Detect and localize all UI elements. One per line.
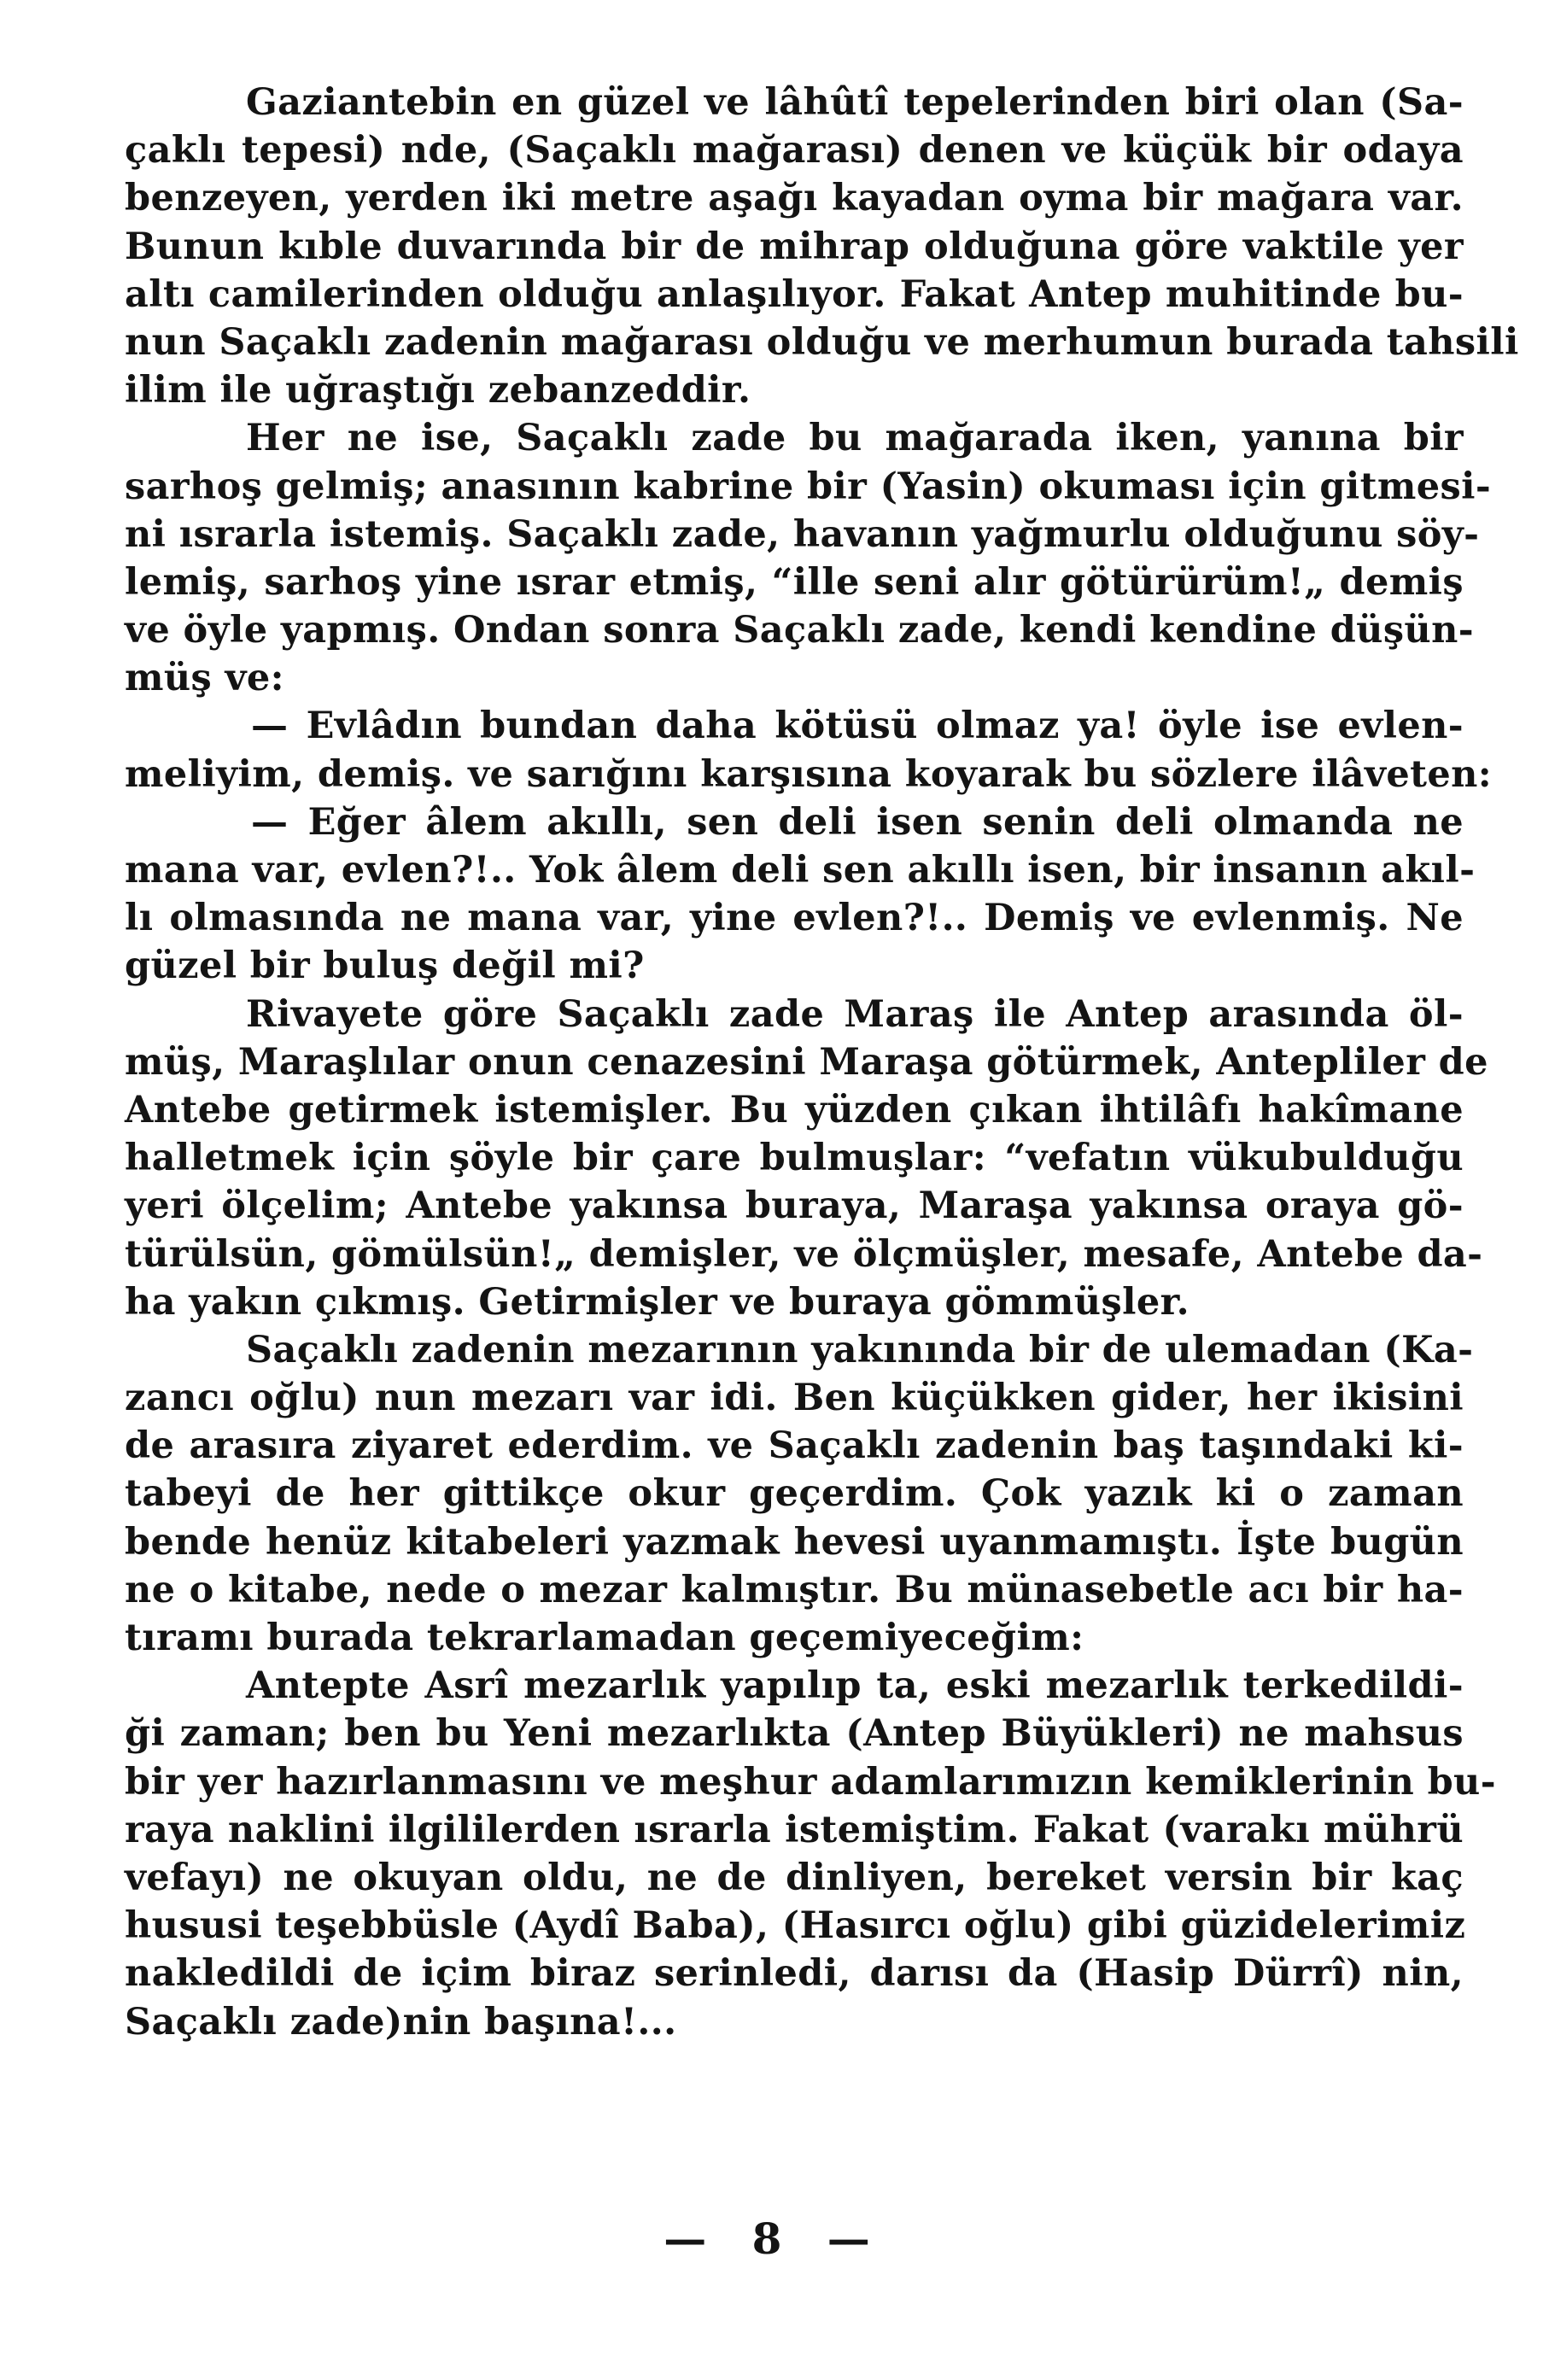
paragraph-1-line-5: altı camilerinden olduğu anlaşılıyor. Fakat Antep muhitinde bu- — [125, 272, 1464, 316]
dialogue-1-line-1: — Evlâdın bundan daha kötüsü olmaz ya! öyle ise evlen- — [251, 705, 1464, 748]
paragraph-2-line-6: müş ve: — [125, 657, 284, 700]
paragraph-1-line-7: ilim ile uğraştığı zebanzeddir. — [125, 369, 751, 412]
paragraph-3-line-3: Antebe getirmek istemişler. Bu yüzden çıkan ihtilâfı hakîmane — [125, 1088, 1464, 1132]
paragraph-4-line-1: Saçaklı zadenin mezarının yakınında bir de ulemadan (Ka- — [246, 1328, 1474, 1371]
paragraph-4-line-7: tıramı burada tekrarlamadan geçemiyeceğim: — [125, 1617, 1084, 1659]
paragraph-3-line-7: ha yakın çıkmış. Getirmişler ve buraya gömmüşler. — [125, 1280, 1190, 1324]
paragraph-5-line-4: raya naklini ilgililerden ısrarla istemiştim. Fakat (varakı mührü — [125, 1808, 1464, 1851]
paragraph-5-line-2: ği zaman; ben bu Yeni mezarlıkta (Antep Büyükleri) ne mahsus — [125, 1712, 1464, 1756]
dialogue-1-line-2: meliyim, demiş. ve sarığını karşısına koyarak bu sözlere ilâveten: — [125, 752, 1493, 796]
paragraph-2-line-2: sarhoş gelmiş; anasının kabrine bir (Yasin) okuması için gitmesi- — [125, 465, 1492, 508]
paragraph-1-line-1: Gaziantebin en güzel ve lâhûtî tepelerinden biri olan (Sa- — [246, 81, 1464, 124]
paragraph-4-line-3: de arasıra ziyaret ederdim. ve Saçaklı zadenin baş taşındaki ki- — [125, 1424, 1464, 1468]
paragraph-3-line-6: türülsün, gömülsün!„ demişler, ve ölçmüşler, mesafe, Antebe da- — [125, 1232, 1483, 1276]
paragraph-3-line-4: halletmek için şöyle bir çare bulmuşlar: “vefatın vükubulduğu — [125, 1137, 1464, 1180]
paragraph-3-line-5: yeri ölçelim; Antebe yakınsa buraya, Maraşa yakınsa oraya gö- — [125, 1184, 1464, 1228]
paragraph-2-line-3: ni ısrarla istemiş. Saçaklı zade, havanın yağmurlu olduğunu söy- — [125, 512, 1480, 556]
paragraph-5-line-1: Antepte Asrî mezarlık yapılıp ta, eski mezarlık terkedildi- — [246, 1664, 1464, 1708]
dialogue-2-line-3: lı olmasında ne mana var, yine evlen?!.. Demiş ve evlenmiş. Ne — [125, 897, 1464, 940]
page-body — [125, 79, 1519, 2046]
paragraph-2-line-5: ve öyle yapmış. Ondan sonra Saçaklı zade, kendi kendine düşün- — [125, 609, 1475, 652]
paragraph-3-line-1: Rivayete göre Saçaklı zade Maraş ile Antep arasında öl- — [246, 992, 1464, 1036]
paragraph-5-line-8: Saçaklı zade)nin başına!... — [125, 2000, 677, 2044]
paragraph-3-line-2: müş, Maraşlılar onun cenazesini Maraşa götürmek, Antepliler de — [125, 1040, 1488, 1084]
paragraph-5-line-6: hususi teşebbüsle (Aydî Baba), (Hasırcı oğlu) gibi güzidelerimiz — [125, 1904, 1466, 1948]
paragraph-2-line-4: lemiş, sarhoş yine ısrar etmiş, “ille seni alır götürürüm!„ demiş — [125, 560, 1464, 604]
dialogue-2-line-2: mana var, evlen?!.. Yok âlem deli sen akıllı isen, bir insanın akıl- — [125, 849, 1476, 892]
paragraph-5-line-7: nakledildi de içim biraz serinledi, darısı da (Hasip Dürrî) nin, — [125, 1952, 1464, 1996]
paragraph-1-line-4: Bunun kıble duvarında bir de mihrap olduğuna göre vaktile yer — [125, 225, 1464, 268]
paragraph-4-line-4: tabeyi de her gittikçe okur geçerdim. Çok yazık ki o zaman — [125, 1472, 1464, 1516]
paragraph-4-line-6: ne o kitabe, nede o mezar kalmıştır. Bu münasebetle acı bir ha- — [125, 1568, 1464, 1611]
paragraph-1-line-3: benzeyen, yerden iki metre aşağı kayadan oyma bir mağara var. — [125, 177, 1464, 220]
dialogue-2-line-4: güzel bir buluş değil mi? — [125, 944, 645, 988]
paragraph-2-line-1: Her ne ise, Saçaklı zade bu mağarada iken, yanına bir — [246, 417, 1464, 460]
paragraph-4-line-2: zancı oğlu) nun mezarı var idi. Ben küçükken gider, her ikisini — [125, 1377, 1464, 1420]
paragraph-4-line-5: bende henüz kitabeleri yazmak hevesi uyanmamıştı. İşte bugün — [125, 1520, 1464, 1564]
paragraph-1-line-2: çaklı tepesi) nde, (Saçaklı mağarası) denen ve küçük bir odaya — [125, 129, 1464, 173]
paragraph-5-line-3: bir yer hazırlanmasını ve meşhur adamlarımızın kemiklerinin bu- — [125, 1760, 1496, 1804]
paragraph-1-line-6: nun Saçaklı zadenin mağarası olduğu ve merhumun burada tahsili — [125, 320, 1519, 364]
paragraph-5-line-5: vefayı) ne okuyan oldu, ne de dinliyen, bereket versin bir kaç — [125, 1856, 1464, 1899]
dialogue-2-line-1: — Eğer âlem akıllı, sen deli isen senin deli olmanda ne — [251, 800, 1464, 844]
page-number: — 8 — — [663, 2213, 886, 2264]
